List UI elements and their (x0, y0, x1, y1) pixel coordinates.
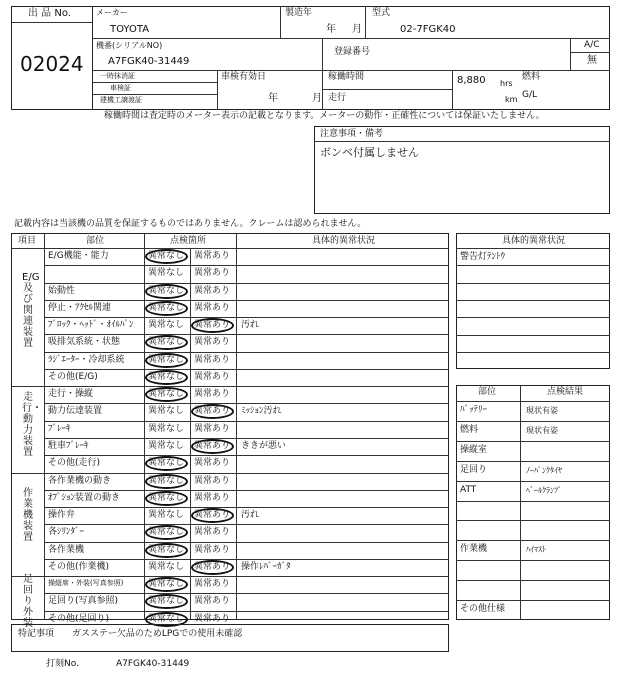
fuel-label: 燃料 (522, 72, 541, 82)
no-issue-option[interactable]: 異常なし (148, 251, 185, 261)
hours-unit: hrs (500, 79, 513, 88)
no-issue-option[interactable]: 異常なし (148, 423, 185, 434)
no-issue-option[interactable]: 異常なし (148, 389, 185, 400)
row-part-label: 吸排気系統・状態 (48, 337, 121, 348)
lot-label: 出 品 No. (28, 8, 71, 19)
results-row-part: ﾊﾞｯﾃﾘｰ (460, 405, 488, 415)
temp-deregistration-label: 一時抹消証 (100, 72, 135, 80)
km-unit: km (505, 95, 518, 104)
row-part-label: 各作業機の動き (48, 475, 112, 486)
results-header-part: 部位 (478, 387, 497, 397)
no-issue-circle-mark (145, 284, 188, 299)
no-issue-circle-mark (145, 543, 188, 558)
group-label-drive: 走行・動力装置 (22, 392, 42, 458)
no-issue-option[interactable]: 異常なし (148, 371, 185, 382)
detail-panel-header: 具体的異常状況 (502, 236, 566, 246)
issue-option[interactable]: 異常あり (194, 527, 231, 538)
no-issue-option[interactable]: 異常なし (148, 320, 185, 331)
notes-label: 注意事項・備考 (320, 129, 384, 139)
notes-box (314, 126, 610, 214)
row-detail-text: 汚れ (241, 320, 260, 331)
special-notes-label: 特記事項 (18, 629, 55, 639)
no-issue-circle-mark (145, 491, 188, 506)
row-detail-text: 汚れ (241, 510, 260, 521)
maker-value: TOYOTA (110, 24, 150, 35)
results-row-value: ﾊｲﾏｽﾄ (526, 545, 546, 555)
col-header-item: 項目 (18, 236, 37, 246)
row-detail-text: ききが悪い (241, 440, 287, 451)
model-value: 02-7FGK40 (400, 24, 456, 35)
issue-option[interactable]: 異常あり (194, 302, 231, 313)
issue-option[interactable]: 異常あり (194, 544, 231, 555)
no-issue-circle-mark (145, 474, 188, 489)
no-issue-option[interactable]: 異常なし (148, 527, 185, 538)
issue-circle-mark (191, 318, 234, 333)
results-row-value: 現状有姿 (526, 406, 558, 415)
results-row-value: 現状有姿 (526, 425, 558, 435)
no-issue-option[interactable]: 異常なし (148, 475, 185, 486)
no-issue-option[interactable]: 異常なし (148, 440, 185, 451)
results-row-part: 足回り (460, 464, 488, 475)
issue-option[interactable]: 異常あり (194, 337, 231, 348)
row-part-label: 駐車ﾌﾞﾚｰｷ (48, 440, 89, 451)
issue-option[interactable]: 異常あり (194, 440, 231, 451)
row-part-label: 動力伝達装置 (48, 406, 103, 417)
issue-option[interactable]: 異常あり (194, 285, 231, 296)
row-part-label: その他(E/G) (48, 371, 98, 382)
year-label: 製造年 (285, 8, 313, 18)
no-issue-option[interactable]: 異常なし (148, 268, 185, 279)
col-header-detail: 具体的異常状況 (312, 236, 376, 246)
issue-option[interactable]: 異常あり (194, 320, 231, 331)
row-part-label: その他(足回り) (48, 613, 110, 624)
special-notes-text: ガスステー欠品のためLPGでの使用未確認 (72, 629, 243, 639)
row-part-label: 走行・操縦 (48, 389, 94, 400)
row-detail-text: ﾐｯｼｮﾝ汚れ (241, 406, 282, 417)
row-part-label: E/G機能・能力 (48, 251, 109, 261)
inspection-year-unit: 年 (268, 93, 278, 104)
no-issue-circle-mark (145, 249, 188, 264)
no-issue-option[interactable]: 異常なし (148, 544, 185, 555)
no-issue-option[interactable]: 異常なし (148, 458, 185, 469)
issue-circle-mark (191, 508, 234, 523)
maker-label: メーカー (96, 8, 128, 17)
col-header-check: 点検箇所 (170, 236, 207, 246)
issue-option[interactable]: 異常あり (194, 561, 231, 572)
issue-option[interactable]: 異常あり (194, 268, 231, 279)
detail-panel-entry: 警告灯ﾃﾝﾄｳ (460, 252, 506, 262)
no-issue-option[interactable]: 異常なし (148, 561, 185, 572)
issue-option[interactable]: 異常あり (194, 423, 231, 434)
year-unit: 年 (326, 24, 336, 35)
row-part-label: ﾌﾞﾚｰｷ (48, 423, 71, 434)
quality-disclaimer: 記載内容は当該機の品質を保証するものではありません。クレームは認められません。 (14, 219, 367, 229)
row-part-label: 各作業機 (48, 544, 85, 555)
no-issue-circle-mark (145, 370, 188, 385)
results-row-part: ATT (460, 484, 477, 495)
issue-option[interactable]: 異常あり (194, 389, 231, 400)
model-label: 型式 (372, 8, 391, 18)
serial-value: A7FGK40-31449 (108, 56, 190, 67)
results-row-part: 作業機 (460, 544, 488, 555)
results-row-part: 燃料 (460, 424, 479, 435)
inspection-month-unit: 月 (312, 93, 322, 104)
no-issue-option[interactable]: 異常なし (148, 285, 185, 296)
issue-option[interactable]: 異常あり (194, 371, 231, 382)
group-label-undercarriage: 足回り外装 (23, 574, 33, 629)
stamp-label: 打刻No. (46, 659, 79, 669)
row-part-label: 操縦席・外装(写真参照) (48, 579, 124, 588)
issue-option[interactable]: 異常あり (194, 613, 231, 624)
row-part-label: 始動性 (48, 285, 76, 296)
row-part-label: 足回り(写真参照) (48, 596, 119, 607)
hours-value: 8,880 (457, 75, 486, 86)
no-issue-option[interactable]: 異常なし (148, 406, 185, 417)
row-part-label: 停止・ｱｸｾﾙ関連 (48, 302, 112, 313)
month-unit: 月 (352, 24, 362, 35)
no-issue-circle-mark (145, 301, 188, 316)
issue-option[interactable]: 異常あり (194, 406, 231, 417)
row-part-label: その他(走行) (48, 458, 101, 469)
issue-option[interactable]: 異常あり (194, 475, 231, 486)
issue-circle-mark (191, 439, 234, 454)
no-issue-option[interactable]: 異常なし (148, 354, 185, 365)
hours-disclaimer: 稼働時間は査定時のメーター表示の記載となります。メーターの動作・正確性については保証いたしません。 (104, 111, 545, 121)
vehicle-inspection-cert-label: 車検証 (110, 84, 131, 92)
lot-number: 02024 (20, 52, 84, 76)
transfer-cert-label: 建機工譲渡証 (100, 96, 142, 104)
issue-option[interactable]: 異常あり (194, 596, 231, 607)
no-issue-circle-mark (145, 353, 188, 368)
no-issue-option[interactable]: 異常なし (148, 596, 185, 607)
issue-option[interactable]: 異常あり (194, 492, 231, 503)
stamp-value: A7FGK40-31449 (116, 659, 190, 669)
ac-label: A/C (584, 40, 600, 50)
run-label: 走行 (328, 93, 347, 103)
row-part-label: その他(作業機) (48, 561, 110, 572)
issue-circle-mark (191, 560, 234, 575)
no-issue-option[interactable]: 異常なし (148, 492, 185, 503)
row-part-label: 操作弁 (48, 510, 76, 521)
serial-label: 機番(シリアルNO) (96, 41, 163, 50)
group-label-engine: E/G及び関連装置 (22, 272, 40, 349)
row-part-label: 各ｼﾘﾝﾀﾞｰ (48, 527, 85, 538)
no-issue-option[interactable]: 異常なし (148, 302, 185, 313)
inspection-date-label: 車検有効日 (221, 72, 267, 82)
row-detail-text: 操作ﾚﾊﾞｰｶﾞﾀ (241, 561, 291, 572)
row-part-label: ﾌﾞﾛｯｸ・ﾍｯﾄﾞ・ｵｲﾙﾊﾟﾝ (48, 320, 134, 331)
results-row-part: 操縦室 (460, 444, 488, 455)
no-issue-option[interactable]: 異常なし (148, 613, 185, 624)
no-issue-option[interactable]: 異常なし (148, 510, 185, 521)
issue-option[interactable]: 異常あり (194, 251, 231, 261)
no-issue-option[interactable]: 異常なし (148, 579, 185, 590)
results-header-result: 点検結果 (547, 387, 584, 397)
issue-option[interactable]: 異常あり (194, 510, 231, 521)
fuel-value: G/L (522, 90, 538, 100)
results-row-part: その他仕様 (460, 604, 506, 614)
registration-label: 登録番号 (334, 47, 371, 57)
group-label-work: 作業機装置 (23, 488, 33, 543)
row-part-label: ｵﾌﾟｼｮﾝ装置の動き (48, 492, 121, 503)
hours-label: 稼働時間 (328, 72, 365, 82)
col-header-part: 部位 (86, 236, 105, 246)
ac-value: 無 (587, 55, 597, 66)
results-row-value: ﾉｰﾊﾟﾝｸﾀｲﾔ (526, 465, 562, 475)
issue-option[interactable]: 異常あり (194, 354, 231, 365)
results-row-value: ﾍﾞｰﾙｸﾗﾝﾌﾟ (526, 485, 562, 495)
notes-text: ボンベ付属しません (320, 146, 419, 159)
issue-option[interactable]: 異常あり (194, 579, 231, 590)
row-part-label: ﾗｼﾞｴｰﾀｰ・冷却系統 (48, 354, 125, 365)
no-issue-option[interactable]: 異常なし (148, 337, 185, 348)
issue-option[interactable]: 異常あり (194, 458, 231, 469)
